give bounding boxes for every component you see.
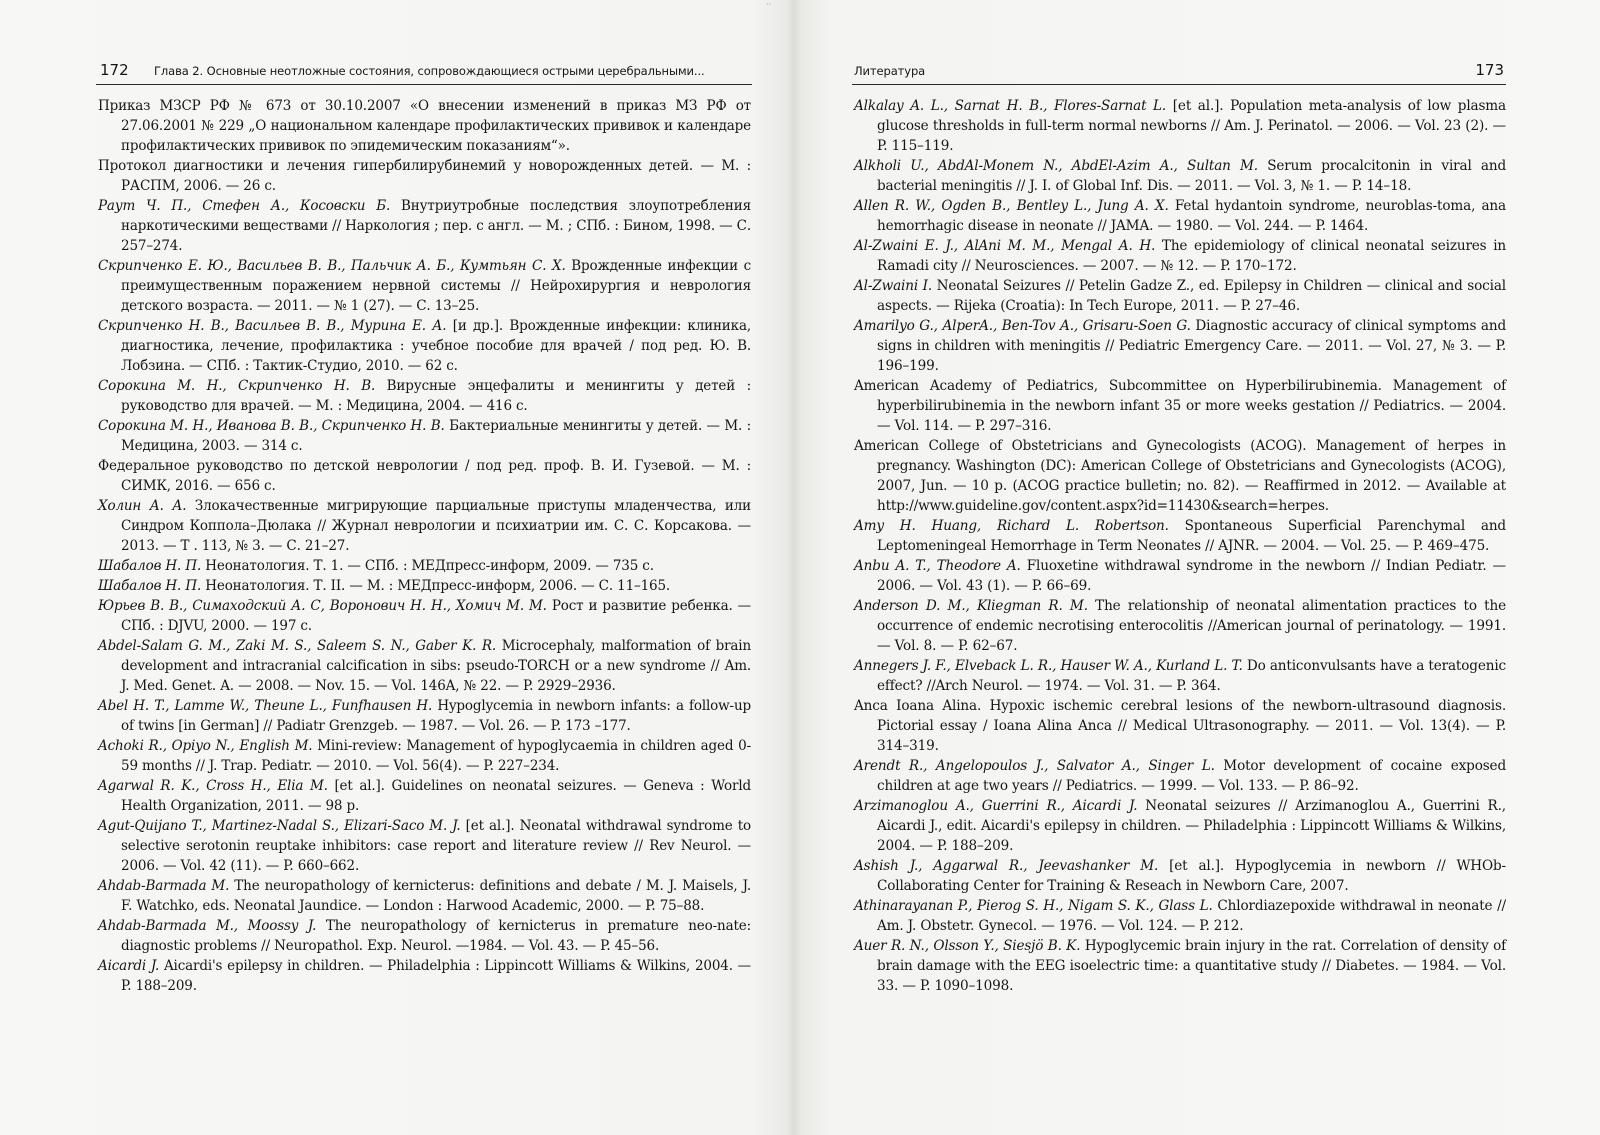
- reference-entry: [98, 156, 751, 196]
- reference-authors: Amy H. Huang, Richard L. Robertson.: [854, 518, 1169, 534]
- reference-list: [98, 96, 751, 996]
- reference-entry: [854, 596, 1506, 656]
- reference-authors: Allen R. W., Ogden B., Bentley L., Jung A. X.: [854, 198, 1169, 214]
- reference-entry: [98, 776, 751, 816]
- reference-entry: [98, 416, 751, 456]
- reference-list: [854, 96, 1506, 996]
- reference-text: Microcephaly, malformation of brain development and intracranial calcification in sibs: pseudo-TORCH or a new syndrome // Am. J. Med. Genet. A. — 2008. — Nov. 15. — Vol. 146A, № 22. — P. 2929–2936.: [121, 638, 752, 694]
- reference-entry: [854, 436, 1506, 516]
- reference-text: [et al.]. Population meta-analysis of low plasma glucose thresholds in full-term normal newborns // Am. J. Perinatol. — 2006. — Vol. 23 (2). — P. 115–119.: [877, 98, 1506, 154]
- reference-text: Neonatal Seizures // Petelin Gadze Z., ed. Epilepsy in Children — clinical and social aspects. — Rijeka (Croatia): In Tech Europe, 2011. — P. 27–46.: [877, 278, 1506, 314]
- reference-authors: Annegers J. F., Elveback L. R., Hauser W. A., Kurland L. T.: [854, 658, 1243, 674]
- reference-text: Рост и развитие ребенка. — СПб. : DJVU, 2000. — 197 с.: [121, 598, 751, 634]
- reference-entry: [98, 736, 751, 776]
- reference-text: Motor development of cocaine exposed children at age two years // Pediatrics. — 1999. — Vol. 133. — P. 86–92.: [877, 758, 1506, 794]
- reference-text: Hypoglycemia in newborn infants: a follow-up of twins [in German] // Padiatr Grenzgeb. — 1987. — Vol. 26. — P. 173 –177.: [121, 698, 751, 734]
- reference-entry: [854, 316, 1506, 376]
- reference-text: Приказ МЗСР РФ № 673 от 30.10.2007 «О внесении изменений в приказ МЗ РФ от 27.06.2001 № 229 „О национальном календаре профилактических прививок и календаре профилактических прививок по эпидемическим показаниям“».: [98, 98, 751, 154]
- reference-authors: Agut-Quijano T., Martinez-Nadal S., Elizari-Saco M. J.: [98, 818, 461, 834]
- reference-authors: Abel H. T., Lamme W., Theune L., Funfhausen H.: [98, 698, 433, 714]
- reference-authors: Ahdab-Barmada M., Moossy J.: [98, 918, 317, 934]
- reference-text: The epidemiology of clinical neonatal seizures in Ramadi city // Neurosciences. — 2007. — № 12. — P. 170–172.: [877, 238, 1507, 274]
- reference-authors: Arzimanoglou A., Guerrini R., Aicardi J.: [854, 798, 1138, 814]
- reference-entry: [854, 156, 1506, 196]
- reference-text: Serum procalcitonin in viral and bacterial meningitis // J. I. of Global Inf. Dis. — 2011. — Vol. 3, № 1. — P. 14–18.: [877, 158, 1507, 194]
- reference-text: [et al.]. Guidelines on neonatal seizures. — Geneva : World Health Organization, 2011. — 98 p.: [121, 778, 751, 814]
- gutter-mark: ··: [766, 0, 772, 9]
- reference-entry: [98, 196, 751, 256]
- reference-text: American College of Obstetricians and Gynecologists (ACOG). Management of herpes in pregnancy. Washington (DC): American College of Obstetricians and Gynecologists (ACOG), 2007, Jun. — 10 p. (ACOG practice bulletin; no. 82). — Reaffirmed in 2012. — Available at http://www.guideline.gov/content.aspx?id=11430&search=herpes.: [854, 438, 1506, 514]
- reference-text: Mini-review: Management of hypoglycaemia in children aged 0-59 months // J. Trap. Pediatr. — 2010. — Vol. 56(4). — P. 227–234.: [121, 738, 751, 774]
- reference-authors: Скрипченко Е. Ю., Васильев В. В., Пальчик А. Б., Кумтьян С. Х.: [98, 258, 566, 274]
- reference-text: Неонатология. Т. 1. — СПб. : МЕДпресс-информ, 2009. — 735 с.: [201, 558, 654, 574]
- reference-entry: [98, 636, 751, 696]
- running-title: Глава 2. Основные неотложные состояния, сопровождающиеся острыми церебральными...: [154, 64, 705, 78]
- reference-entry: [98, 376, 751, 416]
- reference-authors: Холин А. А.: [98, 498, 187, 514]
- reference-text: Fetal hydantoin syndrome, neuroblas-toma, ana hemorrhagic disease in neonate // JAMA. — 1980. — Vol. 244. — P. 1464.: [877, 198, 1506, 234]
- reference-authors: Agarwal R. K., Cross H., Elia M.: [98, 778, 328, 794]
- reference-text: Злокачественные мигрирующие парциальные приступы младенчества, или Синдром Коппола–Дюлака // Журнал неврологии и психиатрии им. С. С. Корсакова. — 2013. — Т . 113, № 3. — С. 21–27.: [121, 498, 751, 554]
- reference-text: Fluoxetine withdrawal syndrome in the newborn // Indian Pediatr. — 2006. — Vol. 43 (1). — P. 66–69.: [877, 558, 1506, 594]
- reference-authors: Anderson D. M., Kliegman R. M.: [854, 598, 1088, 614]
- reference-text: Hypoglycemic brain injury in the rat. Correlation of density of brain damage with the EEG isoelectric time: a quantitative study // Diabetes. — 1984. — Vol. 33. — P. 1090–1098.: [877, 938, 1507, 994]
- page-number: 173: [1475, 61, 1504, 79]
- page-number: 172: [100, 61, 129, 79]
- reference-entry: [854, 236, 1506, 276]
- reference-authors: Alkholi U., AbdAl-Monem N., AbdEl-Azim A., Sultan M.: [854, 158, 1258, 174]
- reference-text: Do anticonvulsants have a teratogenic effect? //Arch Neurol. — 1974. — Vol. 31. — P. 364.: [877, 658, 1506, 694]
- reference-text: American Academy of Pediatrics, Subcommittee on Hyperbilirubinemia. Management of hyperbilirubinemia in the newborn infant 35 or more weeks gestation // Pediatrics. — 2004. — Vol. 114. — P. 297–316.: [854, 378, 1506, 434]
- reference-entry: [98, 696, 751, 736]
- reference-text: Неонатология. Т. II. — М. : МЕДпресс-информ, 2006. — С. 11–165.: [201, 578, 671, 594]
- reference-text: Федеральное руководство по детской неврологии / под ред. проф. В. И. Гузевой. — М. : СИМК, 2016. — 656 с.: [98, 458, 751, 494]
- reference-authors: Auer R. N., Olsson Y., Siesjö B. K.: [854, 938, 1081, 954]
- reference-text: The neuropathology of kernicterus in premature neo-nate: diagnostic problems // Neuropathol. Exp. Neurol. —1984. — Vol. 43. — P. 45–56.: [121, 918, 751, 954]
- reference-authors: Achoki R., Opiyo N., English M.: [98, 738, 313, 754]
- reference-entry: [98, 456, 751, 496]
- reference-entry: [98, 576, 751, 596]
- running-title: Литература: [854, 64, 926, 78]
- reference-text: Diagnostic accuracy of clinical symptoms and signs in children with meningitis // Pediatric Emergency Care. — 2011. — Vol. 27, № 3. — P. 196–199.: [877, 318, 1506, 374]
- running-head: [852, 58, 1506, 85]
- reference-entry: [854, 196, 1506, 236]
- reference-text: Anca Ioana Alina. Hypoxic ischemic cerebral lesions of the newborn-ultrasound diagnosis. Pictorial essay / Ioana Alina Anca // Medical Ultrasonography. — 2011. — Vol. 13(4). — P. 314–319.: [854, 698, 1506, 754]
- left-page: [0, 0, 790, 1135]
- reference-entry: [98, 96, 751, 156]
- reference-entry: [98, 956, 751, 996]
- reference-entry: [854, 376, 1506, 436]
- running-head: [96, 58, 752, 85]
- reference-entry: [854, 656, 1506, 696]
- reference-entry: [854, 516, 1506, 556]
- reference-text: Протокол диагностики и лечения гипербилирубинемий у новорожденных детей. — М. : РАСПМ, 2006. — 26 с.: [98, 158, 751, 194]
- reference-authors: Alkalay A. L., Sarnat H. B., Flores-Sarnat L.: [854, 98, 1167, 114]
- reference-text: Внутриутробные последствия злоупотребления наркотическими веществами // Наркология ; пер. с англ. — М. ; СПб. : Бином, 1998. — С. 257–274.: [121, 198, 751, 254]
- reference-text: Врожденные инфекции с преимущественным поражением нервной системы // Нейрохирургия и неврология детского возраста. — 2011. — № 1 (27). — С. 13–25.: [121, 258, 751, 314]
- reference-entry: [854, 796, 1506, 856]
- reference-authors: Ashish J., Aggarwal R., Jeevashanker M.: [854, 858, 1159, 874]
- reference-entry: [98, 916, 751, 956]
- reference-authors: Arendt R., Angelopoulos J., Salvator A., Singer L.: [854, 758, 1215, 774]
- reference-authors: Amarilyo G., AlperA., Ben-Tov A., Grisaru-Soen G.: [854, 318, 1191, 334]
- reference-entry: [854, 936, 1506, 996]
- reference-text: Aicardi's epilepsy in children. — Philadelphia : Lippincott Williams & Wilkins, 2004. — P. 188–209.: [121, 958, 751, 994]
- reference-entry: [98, 316, 751, 376]
- reference-authors: Abdel-Salam G. M., Zaki M. S., Saleem S. N., Gaber K. R.: [98, 638, 497, 654]
- reference-text: [et al.]. Hypoglycemia in newborn // WHOb-Collaborating Center for Training & Reseach in Newborn Care, 2007.: [877, 858, 1506, 894]
- reference-entry: [854, 96, 1506, 156]
- reference-authors: Сорокина М. Н., Иванова В. В., Скрипченко Н. В.: [98, 418, 445, 434]
- reference-authors: Юрьев В. В., Симаходский А. С, Воронович Н. Н., Хомич М. М.: [98, 598, 547, 614]
- reference-entry: [854, 556, 1506, 596]
- reference-authors: Шабалов Н. П.: [98, 578, 202, 594]
- reference-text: Spontaneous Superficial Parenchymal and Leptomeningeal Hemorrhage in Term Neonates // AJNR. — 2004. — Vol. 25. — P. 469–475.: [877, 518, 1506, 554]
- reference-entry: [98, 556, 751, 576]
- reference-text: Neonatal seizures // Arzimanoglou A., Guerrini R., Aicardi J., edit. Aicardi's epilepsy in children. — Philadelphia : Lippincott Williams & Wilkins, 2004. — P. 188–209.: [877, 798, 1506, 854]
- reference-authors: Anbu A. T., Theodore A.: [854, 558, 1021, 574]
- reference-entry: [98, 816, 751, 876]
- reference-authors: Раут Ч. П., Стефен А., Косовски Б.: [98, 198, 391, 214]
- reference-authors: Шабалов Н. П.: [98, 558, 202, 574]
- reference-entry: [854, 896, 1506, 936]
- reference-authors: Al-Zwaini E. J., AlAni M. M., Mengal A. H.: [854, 238, 1156, 254]
- reference-authors: Al-Zwaini I.: [854, 278, 933, 294]
- reference-text: [и др.]. Врожденные инфекции: клиника, диагностика, лечение, профилактика : учебное пособие для врачей / под ред. Ю. В. Лобзина. — СПб. : Тактик-Студио, 2010. — 62 с.: [121, 318, 751, 374]
- reference-entry: [854, 756, 1506, 796]
- reference-entry: [98, 496, 751, 556]
- reference-authors: Ahdab-Barmada M.: [98, 878, 230, 894]
- reference-entry: [98, 596, 751, 636]
- reference-entry: [854, 276, 1506, 316]
- right-page: [800, 0, 1600, 1135]
- reference-entry: [98, 876, 751, 916]
- reference-text: Chlordiazepoxide withdrawal in neonate // Am. J. Obstetr. Gynecol. — 1976. — Vol. 124. — P. 212.: [877, 898, 1506, 934]
- reference-text: Бактериальные менингиты у детей. — М. : Медицина, 2003. — 314 с.: [121, 418, 751, 454]
- reference-authors: Aicardi J.: [98, 958, 160, 974]
- reference-entry: [98, 256, 751, 316]
- reference-authors: Скрипченко Н. В., Васильев В. В., Мурина Е. А.: [98, 318, 447, 334]
- reference-entry: [854, 856, 1506, 896]
- reference-authors: Сорокина М. Н., Скрипченко Н. В.: [98, 378, 376, 394]
- reference-text: The relationship of neonatal alimentation practices to the occurrence of endemic necrotising enterocolitis //American journal of perinatology. — 1991. — Vol. 8. — P. 62–67.: [877, 598, 1506, 654]
- reference-authors: Athinarayanan P., Pierog S. H., Nigam S. K., Glass L.: [854, 898, 1213, 914]
- reference-text: The neuropathology of kernicterus: definitions and debate / M. J. Maisels, J. F. Watchko, eds. Neonatal Jaundice. — London : Harwood Academic, 2000. — P. 75–88.: [121, 878, 751, 914]
- reference-text: [et al.]. Neonatal withdrawal syndrome to selective serotonin reuptake inhibitors: case report and literature review // Rev Neurol. — 2006. — Vol. 42 (11). — P. 660–662.: [121, 818, 751, 874]
- reference-text: Вирусные энцефалиты и менингиты у детей : руководство для врачей. — М. : Медицина, 2004. — 416 с.: [121, 378, 752, 414]
- reference-entry: [854, 696, 1506, 756]
